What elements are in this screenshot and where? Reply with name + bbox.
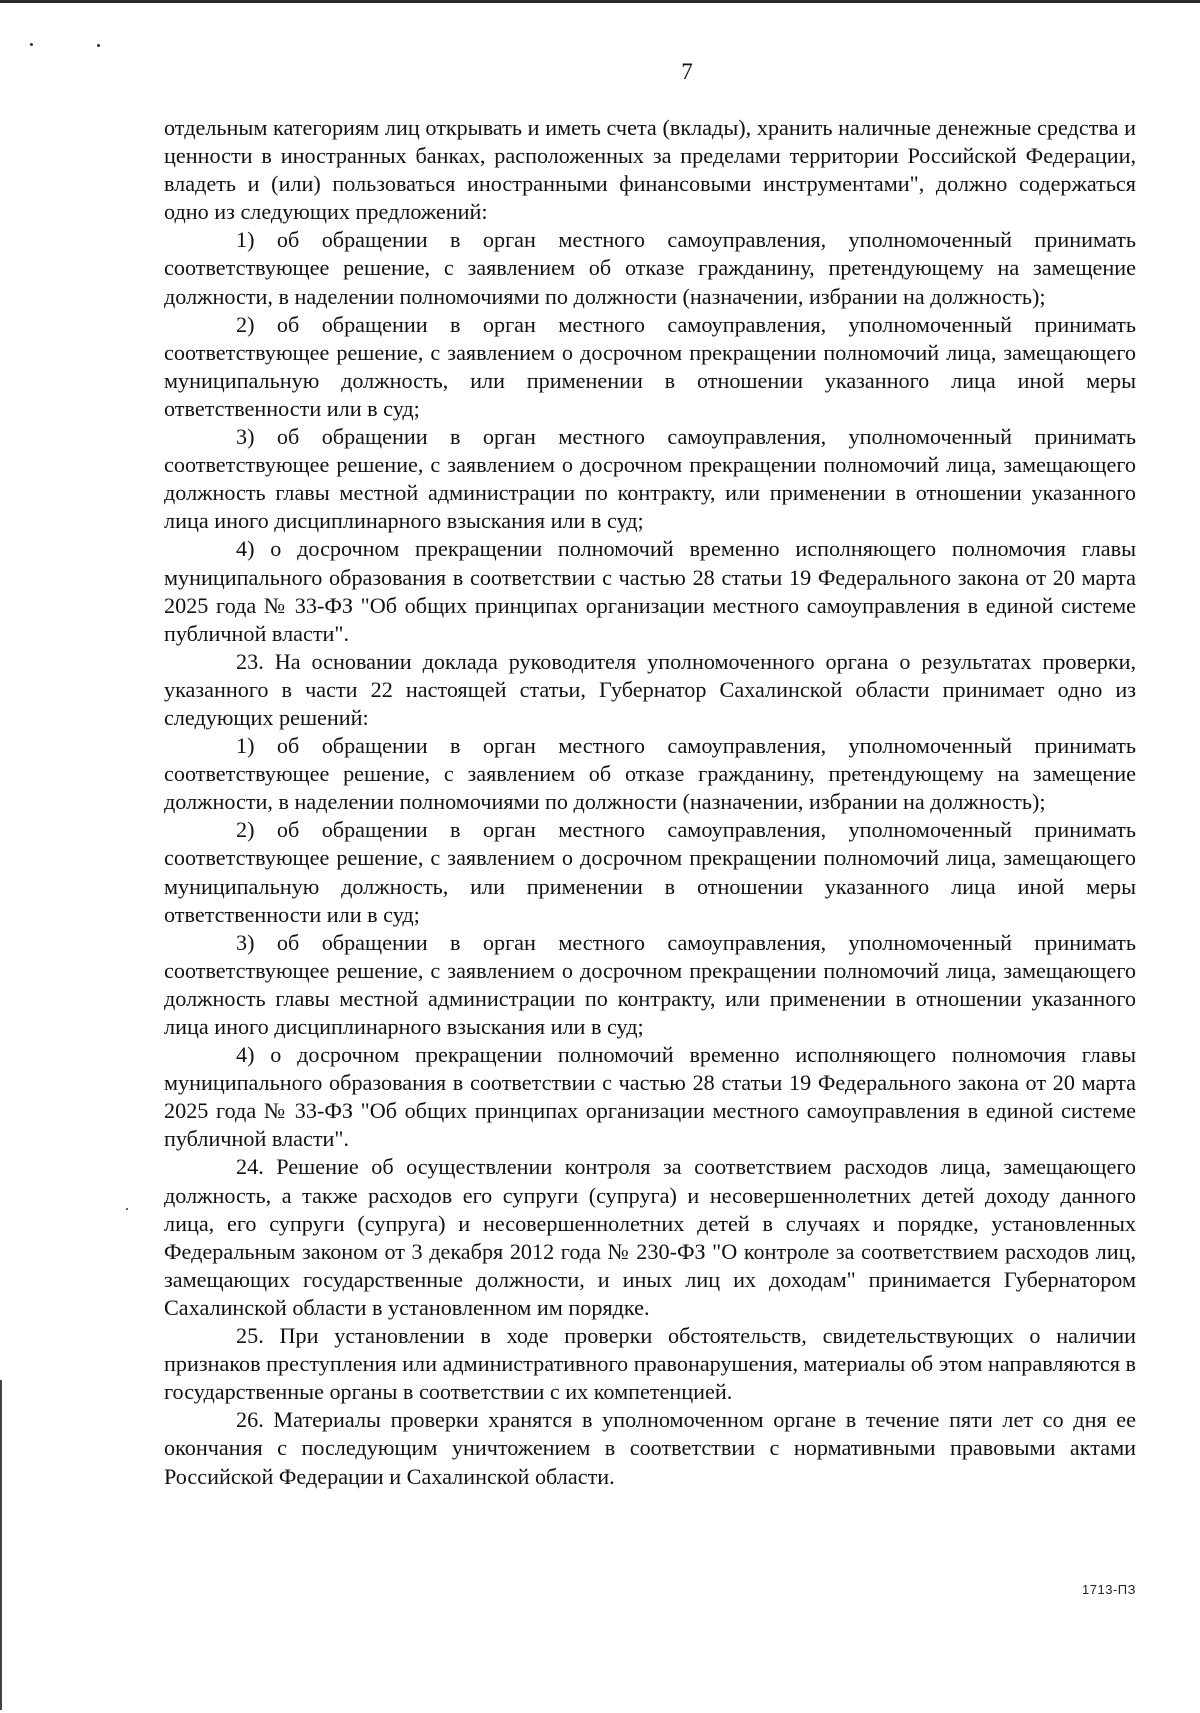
paragraph-continuation: отдельным категориям лиц открывать и иметь счета (вклады), хранить наличные денежные средства и ценности в иностранных банках, расположенных за пределами территории Российской Федерации, владеть и (или) пользоваться иностранными финансовыми инструментами", должно содержаться одно из следующих предложений: [164, 115, 1136, 225]
scan-speck [97, 44, 100, 47]
paragraph-item-2: 2) об обращении в орган местного самоуправления, уполномоченный принимать соответствующее решение, с заявлением о досрочном прекращении полномочий лица, замещающего муниципальную должность, или применении в отношении указанного лица иной меры ответственности или в суд; [164, 311, 1136, 421]
paragraph-item-1: 1) об обращении в орган местного самоуправления, уполномоченный принимать соответствующее решение, с заявлением об отказе гражданину, претендующему на замещение должности, в наделении полномочиями по должности (назначении, избрании на должность); [164, 227, 1136, 309]
page-number: 7 [681, 59, 693, 84]
scan-edge-left [0, 1380, 2, 1710]
paragraph-item-4: 4) о досрочном прекращении полномочий временно исполняющего полномочия главы муниципального образования в соответствии с частью 28 статьи 19 Федерального закона от 20 марта 2025 года № 33-ФЗ "Об общих принципах организации местного самоуправления в единой системе публичной власти". [164, 536, 1136, 646]
document-code: 1713-ПЗ [1082, 1582, 1136, 1597]
paragraph-item-3: 3) об обращении в орган местного самоуправления, уполномоченный принимать соответствующее решение, с заявлением о досрочном прекращении полномочий лица, замещающего должность главы местной администрации по контракту, или применении в отношении указанного лица иного дисциплинарного взыскания или в суд; [164, 424, 1136, 534]
paragraph-item-1: 1) об обращении в орган местного самоуправления, уполномоченный принимать соответствующее решение, с заявлением об отказе гражданину, претендующему на замещение должности, в наделении полномочиями по должности (назначении, избрании на должность); [164, 733, 1136, 815]
paragraph-section-24: 24. Решение об осуществлении контроля за соответствием расходов лица, замещающего должность, а также расходов его супруги (супруга) и несовершеннолетних детей доходу данного лица, его супруги (супруга) и несовершеннолетних детей в случаях и порядке, установленных Федеральным законом от 3 декабря 2012 года № 230-ФЗ "О контроле за соответствием расходов лиц, замещающих государственные должности, и иных лиц их доходам" принимается Губернатором Сахалинской области в установленном им порядке. [164, 1154, 1136, 1320]
paragraph-item-4: 4) о досрочном прекращении полномочий временно исполняющего полномочия главы муниципального образования в соответствии с частью 28 статьи 19 Федерального закона от 20 марта 2025 года № 33-ФЗ "Об общих принципах организации местного самоуправления в единой системе публичной власти". [164, 1042, 1136, 1152]
document-body [164, 114, 1136, 1491]
paragraph-section-23: 23. На основании доклада руководителя уполномоченного органа о результатах проверки, указанного в части 22 настоящей статьи, Губернатор Сахалинской области принимает одно из следующих решений: [164, 648, 1136, 730]
paragraph-item-2: 2) об обращении в орган местного самоуправления, уполномоченный принимать соответствующее решение, с заявлением о досрочном прекращении полномочий лица, замещающего муниципальную должность, или применении в отношении указанного лица иной меры ответственности или в суд; [164, 817, 1136, 927]
scan-speck [30, 43, 33, 46]
scan-speck [126, 1208, 128, 1210]
paragraph-section-25: 25. При установлении в ходе проверки обстоятельств, свидетельствующих о наличии признаков преступления или административного правонарушения, материалы об этом направляются в государственные органы в соответствии с их компетенцией. [164, 1323, 1136, 1405]
scan-edge-top [0, 0, 1200, 3]
paragraph-section-26: 26. Материалы проверки хранятся в уполномоченном органе в течение пяти лет со дня ее окончания с последующим уничтожением в соответствии с нормативными правовыми актами Российской Федерации и Сахалинской области. [164, 1407, 1136, 1489]
paragraph-item-3: 3) об обращении в орган местного самоуправления, уполномоченный принимать соответствующее решение, с заявлением о досрочном прекращении полномочий лица, замещающего должность главы местной администрации по контракту, или применении в отношении указанного лица иного дисциплинарного взыскания или в суд; [164, 929, 1136, 1039]
